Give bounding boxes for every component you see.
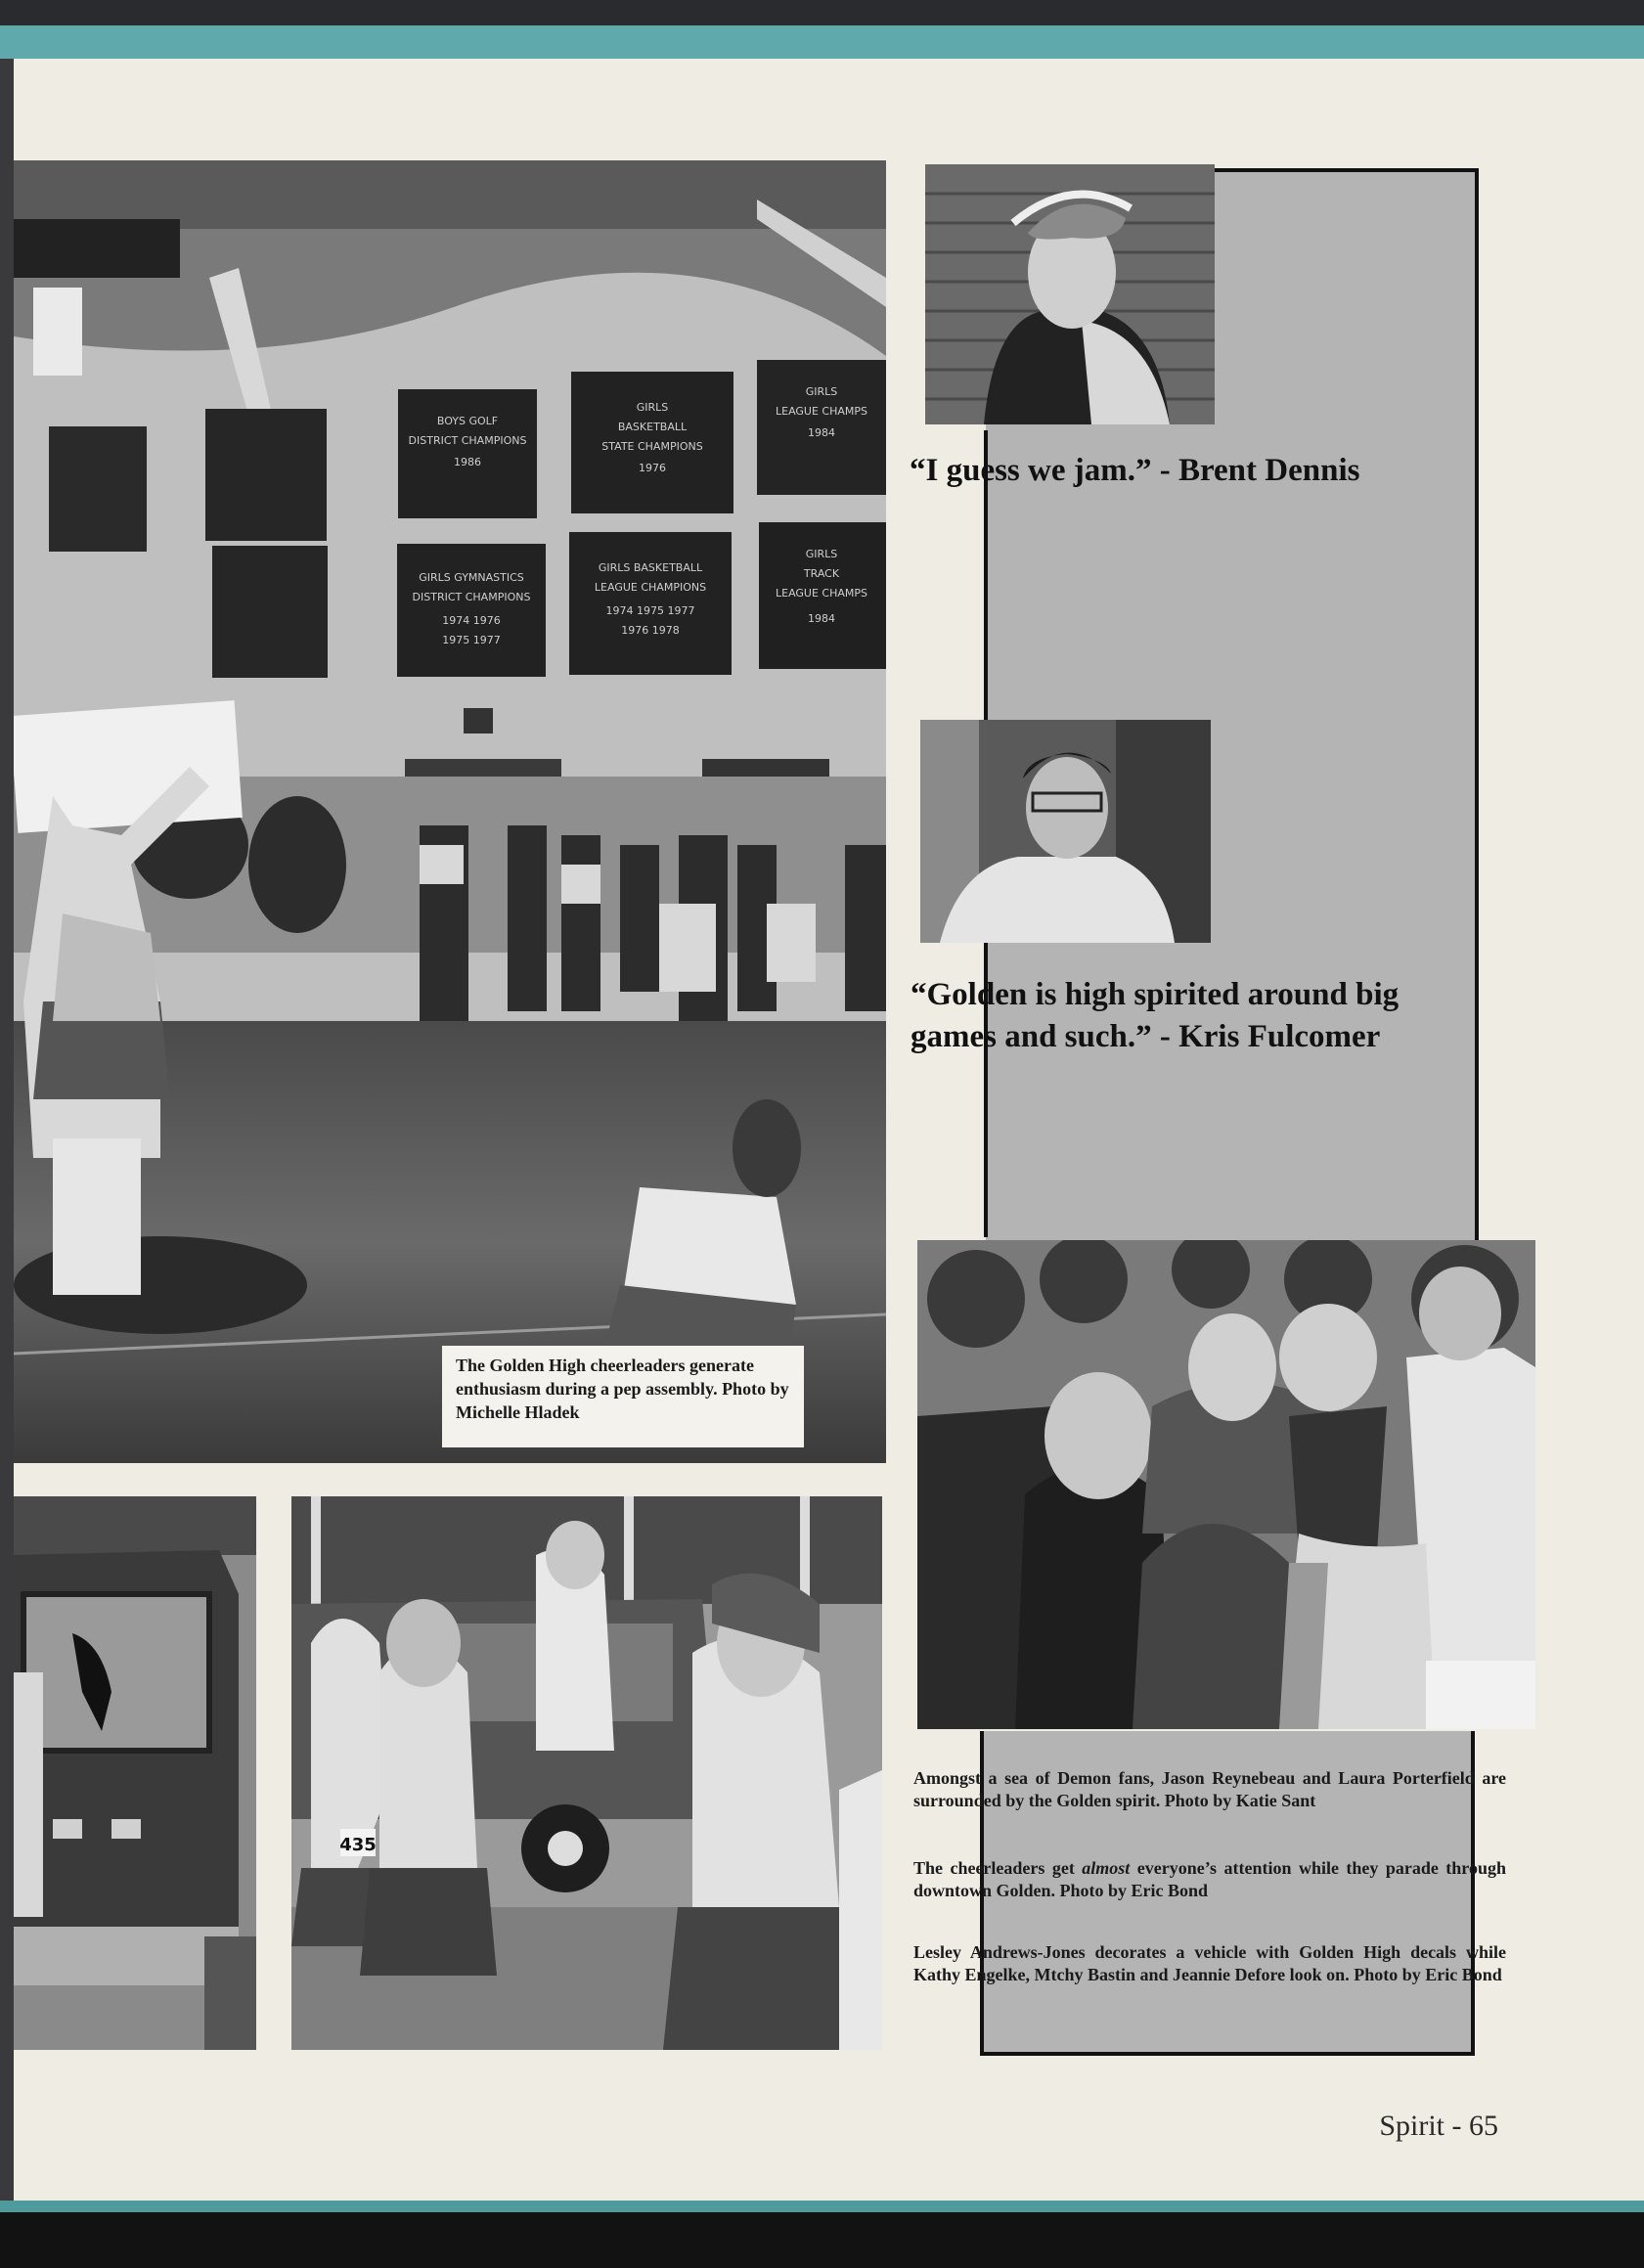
svg-text:GIRLS GYMNASTICS: GIRLS GYMNASTICS	[419, 571, 524, 584]
svg-text:GIRLS: GIRLS	[805, 385, 838, 398]
gym-pep-assembly-photo	[14, 160, 886, 1463]
svg-text:1975 1977: 1975 1977	[442, 634, 501, 646]
page-folio	[1379, 2110, 1498, 2143]
caption-parade-photo	[913, 1857, 1506, 1902]
folio-page-number: 65	[1469, 2110, 1498, 2142]
caption-vehicle-photo	[913, 1941, 1506, 1986]
svg-text:BASKETBALL: BASKETBALL	[617, 421, 688, 433]
brent-dennis-portrait	[925, 164, 1215, 424]
quote-kris-fulcomer-line-2: games and such.” - Kris Fulcomer	[911, 1019, 1381, 1054]
svg-text:TRACK: TRACK	[803, 567, 840, 580]
svg-text:GIRLS: GIRLS	[636, 401, 669, 414]
cheerleaders-parade-photo	[291, 1496, 882, 2050]
svg-text:LEAGUE CHAMPS: LEAGUE CHAMPS	[775, 587, 868, 600]
caption-parade-photo-emphasis: almost	[1082, 1858, 1131, 1878]
teal-page-border-bottom	[0, 2201, 1644, 2212]
caption-crowd-photo-text: Amongst a sea of Demon fans, Jason Reynebeau and Laura Porterfield are surrounded by the Golden spirit. Photo by Katie Sant	[913, 1768, 1506, 1810]
folio-section: Spirit	[1379, 2110, 1444, 2142]
caption-parade-photo-text-b: everyone’s attention while they parade through downtown Golden. Photo by Eric Bond	[913, 1858, 1506, 1900]
svg-text:BOYS GOLF: BOYS GOLF	[436, 415, 499, 427]
caption-vehicle-photo-text: Lesley Andrews-Jones decorates a vehicle with Golden High decals while Kathy Engelke, Mtchy Bastin and Jeannie Defore look on. Photo by Eric Bond	[913, 1942, 1506, 1984]
svg-text:LEAGUE CHAMPIONS: LEAGUE CHAMPIONS	[594, 581, 707, 594]
demon-fans-crowd-photo	[917, 1240, 1535, 1729]
svg-text:1984: 1984	[808, 426, 835, 439]
bottom-scan-border	[0, 2212, 1644, 2268]
svg-text:DISTRICT CHAMPIONS: DISTRICT CHAMPIONS	[408, 434, 527, 447]
top-scan-border	[0, 0, 1644, 25]
svg-text:GIRLS: GIRLS	[805, 548, 838, 560]
main-photo-caption	[442, 1346, 804, 1447]
quote-kris-fulcomer-line-1: “Golden is high spirited around big	[911, 977, 1400, 1012]
svg-text:1986: 1986	[454, 456, 481, 468]
svg-text:STATE CHAMPIONS: STATE CHAMPIONS	[601, 440, 703, 453]
svg-text:1974 1975 1977: 1974 1975 1977	[605, 604, 695, 617]
svg-text:1976 1978: 1976 1978	[621, 624, 680, 637]
quote-kris-fulcomer	[911, 974, 1399, 1058]
caption-crowd-photo	[913, 1767, 1506, 1812]
svg-text:1984: 1984	[808, 612, 835, 625]
parade-bib-number: 435	[339, 1835, 377, 1855]
folio-separator: -	[1444, 2110, 1469, 2142]
svg-text:1974 1976: 1974 1976	[442, 614, 501, 627]
kris-fulcomer-portrait	[920, 720, 1211, 943]
svg-text:GIRLS BASKETBALL: GIRLS BASKETBALL	[598, 561, 703, 574]
vehicle-decorating-photo	[14, 1496, 256, 2050]
binding-edge	[0, 59, 14, 2202]
svg-text:1976: 1976	[639, 462, 666, 474]
svg-text:LEAGUE CHAMPS: LEAGUE CHAMPS	[775, 405, 868, 418]
quote-brent-dennis: “I guess we jam.” - Brent Dennis	[910, 453, 1360, 488]
caption-parade-photo-text-a: The cheerleaders get	[913, 1858, 1083, 1878]
teal-page-border-top	[0, 25, 1644, 61]
main-photo-caption-text: The Golden High cheerleaders generate enthusiasm during a pep assembly. Photo by Michelle Hladek	[456, 1356, 789, 1422]
svg-text:DISTRICT CHAMPIONS: DISTRICT CHAMPIONS	[412, 591, 531, 603]
